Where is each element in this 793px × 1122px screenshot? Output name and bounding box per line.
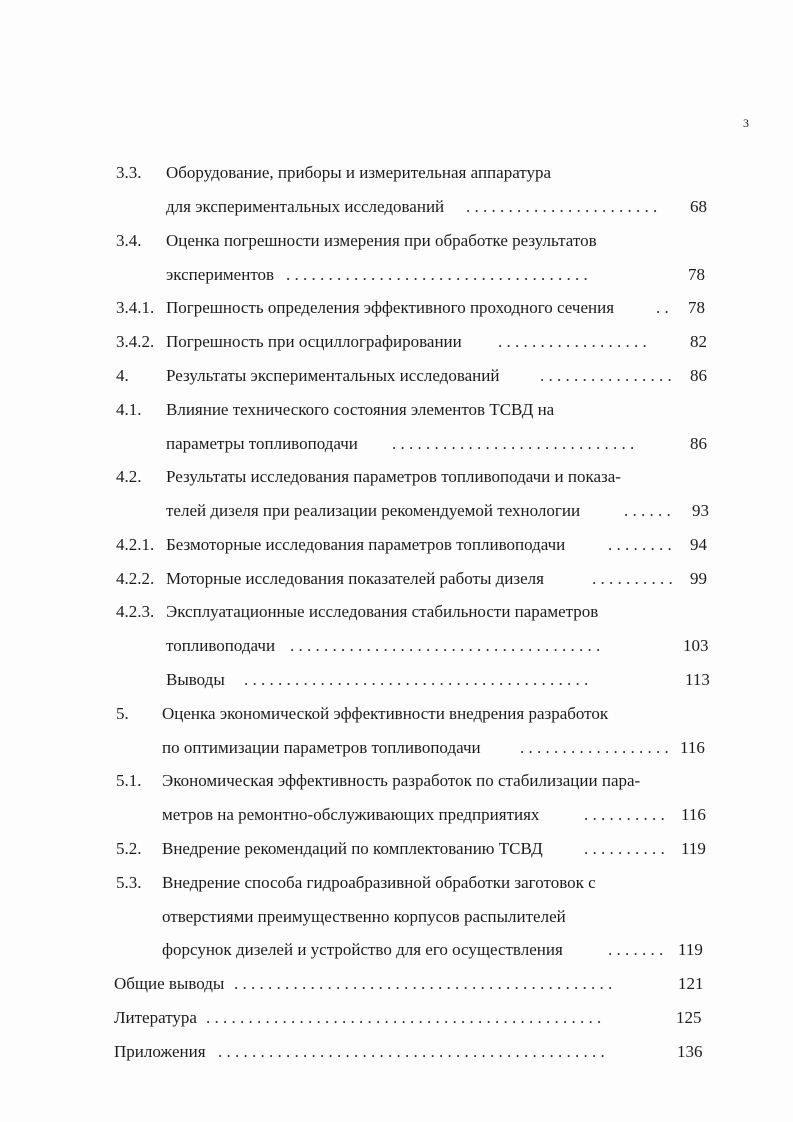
toc-title: метров на ремонтно-обслуживающих предприятиях [162,805,540,824]
toc-leader: . . . . . . [624,501,671,520]
toc-number: 5.2. [116,839,142,858]
toc-page: 78 [688,265,705,284]
toc-title: по оптимизации параметров топливоподачи [162,738,481,757]
toc-leader: . . [656,298,669,317]
toc-title: Оценка погрешности измерения при обработке результатов [166,231,597,250]
toc-page: 119 [681,839,706,858]
toc-title: Результаты исследования параметров топливоподачи и показа- [166,467,621,486]
toc-leader: . . . . . . . . . . . . . . . . . . . . . . . . . . . . . . . . . . . . . [290,636,601,655]
toc-page: 82 [690,332,707,351]
toc-page: 103 [683,636,709,655]
toc-number: 4.1. [116,400,142,419]
toc-page: 116 [681,805,706,824]
toc-page: 121 [678,974,704,993]
toc-title: Погрешность определения эффективного проходного сечения [166,298,615,317]
toc-leader: . . . . . . . . . . . . . . . . . . . . . . . . . . . . . . . . . . . . . . . . . . . . . . [218,1042,605,1061]
toc-leader: . . . . . . . [608,940,664,959]
toc-leader: . . . . . . . . . . . . . . . . . . . . . . . . . . . . . . . . . . . . . . . . . . . . . [234,974,613,993]
toc-number: 5.3. [116,873,142,892]
toc-number: 4.2. [116,467,142,486]
toc-number: 5. [116,704,129,723]
toc-leader: . . . . . . . . . . . . . . . . . . [498,332,647,351]
toc-leader: . . . . . . . . . . . . . . . . . . . . . . . . . . . . . . . . . . . . . . . . . [244,670,589,689]
toc-page: 93 [692,501,709,520]
toc-number: 3.4.1. [116,298,155,317]
toc-title: отверстиями преимущественно корпусов распылителей [162,907,566,926]
toc-title: Внедрение способа гидроабразивной обработки заготовок с [162,873,596,892]
toc-title: экспериментов [166,265,275,284]
toc-leader: . . . . . . . . . . . . . . . . . . . . . . . . . . . . . . . . . . . . [286,265,588,284]
toc-page: 86 [690,366,707,385]
toc-page: 113 [685,670,710,689]
toc-title: Моторные исследования показателей работы дизеля [166,569,544,588]
toc-leader: . . . . . . . . [608,535,672,554]
toc-page: 94 [690,535,707,554]
toc-page: 86 [690,434,707,453]
toc-title: Внедрение рекомендаций по комплектованию ТСВД [162,839,543,858]
toc-number: 4.2.1. [116,535,155,554]
toc-title: Безмоторные исследования параметров топливоподачи [166,535,566,554]
toc-title: телей дизеля при реализации рекомендуемой технологии [166,501,581,520]
toc-title: топливоподачи [166,636,276,655]
toc-leader: . . . . . . . . . . . . . . . . . . . . . . . [466,197,658,216]
page-number: 3 [743,116,749,130]
toc-page: 99 [690,569,707,588]
toc-leader: . . . . . . . . . . [592,569,673,588]
toc-number: 4.2.2. [116,569,155,588]
toc-number: 5.1. [116,771,142,790]
toc-page: 116 [680,738,705,757]
toc-number: 3.4.2. [116,332,155,351]
toc-page: 136 [677,1042,703,1061]
toc-title: Выводы [166,670,225,689]
toc-page: 68 [690,197,707,216]
toc-title: Приложения [114,1042,206,1061]
toc-title: Общие выводы [114,974,225,993]
toc-leader: . . . . . . . . . . . . . . . . . . . . . . . . . . . . . [392,434,635,453]
toc-page: 78 [688,298,705,317]
toc-leader: . . . . . . . . . . . . . . . . . . . . . . . . . . . . . . . . . . . . . . . . . . . . . . . [206,1008,602,1027]
toc-leader: . . . . . . . . . . . . . . . . [540,366,672,385]
toc-title: Оборудование, приборы и измерительная аппаратура [166,163,552,182]
toc-title: Оценка экономической эффективности внедрения разработок [162,704,609,723]
toc-leader: . . . . . . . . . . [584,805,665,824]
toc-title: для экспериментальных исследований [166,197,445,216]
toc-title: параметры топливоподачи [166,434,358,453]
toc-title: Экономическая эффективность разработок по стабилизации пара- [162,771,641,790]
toc-page: 119 [678,940,703,959]
toc-number: 4. [116,366,129,385]
toc-number: 3.3. [116,163,142,182]
toc-title: Литература [114,1008,197,1027]
toc-leader: . . . . . . . . . . [584,839,665,858]
toc-number: 4.2.3. [116,602,155,621]
toc-title: форсунок дизелей и устройство для его осуществления [162,940,563,959]
toc-title: Погрешность при осциллографировании [166,332,462,351]
toc-title: Эксплуатационные исследования стабильности параметров [166,602,599,621]
toc-title: Влияние технического состояния элементов ТСВД на [166,400,555,419]
toc-number: 3.4. [116,231,142,250]
toc-title: Результаты экспериментальных исследований [166,366,500,385]
toc-page: 125 [676,1008,702,1027]
toc-leader: . . . . . . . . . . . . . . . . . . [520,738,669,757]
